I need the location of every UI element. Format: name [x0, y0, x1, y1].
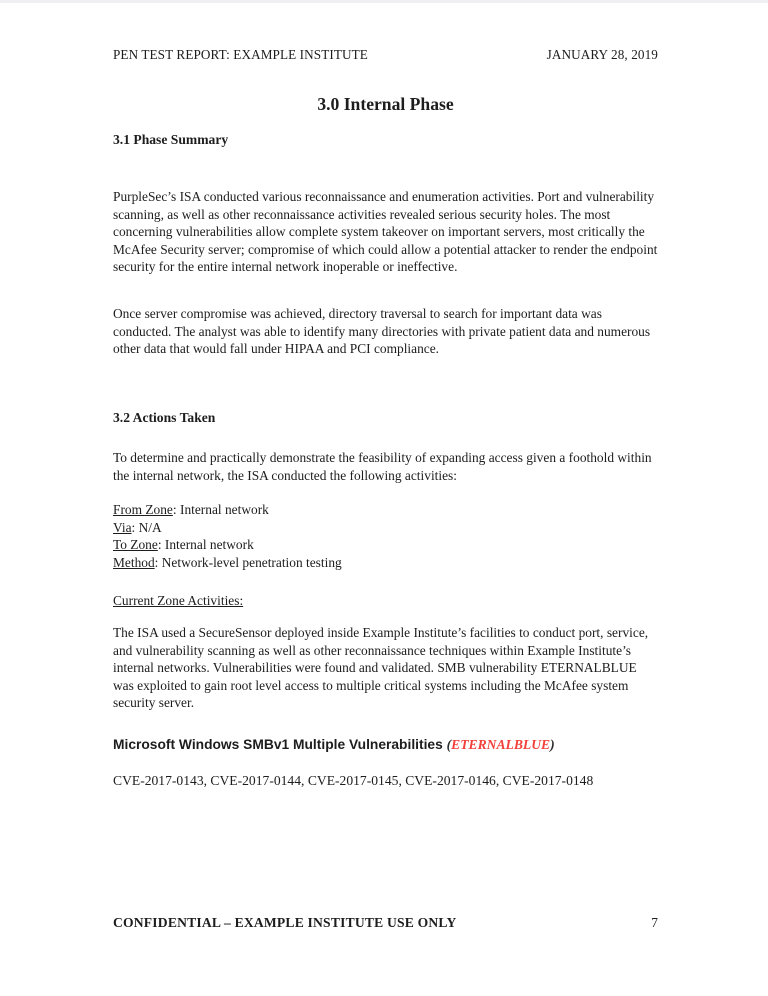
- zone-line-via: [113, 519, 658, 537]
- zone-separator: :: [157, 537, 162, 552]
- heading-current-zone-activities: Current Zone Activities:: [113, 593, 244, 608]
- zone-label: From Zone: [113, 502, 173, 517]
- cve-list: CVE-2017-0143, CVE-2017-0144, CVE-2017-0145, CVE-2017-0146, CVE-2017-0148: [113, 773, 594, 788]
- page-number: 7: [651, 915, 658, 930]
- zone-label: Method: [113, 554, 155, 570]
- page-footer: [113, 915, 658, 931]
- zone-value: Network-level penetration testing: [161, 554, 342, 570]
- vulnerability-codename: ETERNALBLUE: [451, 737, 551, 752]
- zone-value: N/A: [138, 519, 162, 535]
- report-title-header: PEN TEST REPORT: EXAMPLE INSTITUTE: [113, 47, 368, 62]
- vulnerability-open-paren: (: [446, 737, 452, 752]
- vulnerability-close-paren: ): [550, 737, 555, 752]
- zone-line-method: [113, 554, 658, 572]
- zone-separator: :: [131, 519, 136, 535]
- zone-line-from: [113, 501, 658, 519]
- confidentiality-notice: CONFIDENTIAL – EXAMPLE INSTITUTE USE ONLY: [113, 915, 457, 930]
- page-header: [113, 47, 658, 63]
- heading-actions-taken: 3.2 Actions Taken: [113, 410, 216, 425]
- zone-line-to: [113, 536, 658, 554]
- vulnerability-heading: [113, 737, 658, 753]
- phase-summary-paragraph-2: Once server compromise was achieved, directory traversal to search for important data was conducted. The analyst was able to identify many directories with private patient data and numerous other data that would fall under HIPAA and PCI compliance.: [113, 306, 651, 356]
- phase-summary-paragraph-1: PurpleSec’s ISA conducted various reconnaissance and enumeration activities. Port and vulnerability scanning, as well as other reconnaissance activities revealed serious security holes. The most concerning vulnerabilities allow complete system takeover on important servers, most critically the McAfee Security server; compromise of which could allow a potential attacker to render the endpoint security for the entire internal network inoperable or ineffective.: [113, 189, 658, 274]
- zone-value: Internal network: [179, 502, 269, 517]
- heading-phase-summary: 3.1 Phase Summary: [113, 132, 229, 147]
- zone-value: Internal network: [164, 537, 254, 552]
- zone-label: Via: [113, 519, 132, 535]
- actions-taken-intro: To determine and practically demonstrate the feasibility of expanding access given a foothold within the internal network, the ISA conducted the following activities:: [113, 450, 652, 483]
- vulnerability-name: Microsoft Windows SMBv1 Multiple Vulnerabilities: [113, 737, 443, 752]
- zone-label: To Zone: [113, 537, 158, 552]
- page-top-edge: [0, 0, 768, 3]
- zone-separator: :: [172, 502, 177, 517]
- report-date: JANUARY 28, 2019: [546, 47, 658, 62]
- zone-details: [113, 501, 658, 571]
- current-zone-activities-paragraph: The ISA used a SecureSensor deployed inside Example Institute’s facilities to conduct port, service, and vulnerability scanning as well as other reconnaissance techniques within Example Institute’s internal networks. Vulnerabilities were found and validated. SMB vulnerability ETERNALBLUE was exploited to gain root level access to multiple critical systems including the McAfee system security server.: [113, 625, 649, 710]
- zone-separator: :: [154, 554, 159, 570]
- section-title: 3.0 Internal Phase: [317, 94, 454, 114]
